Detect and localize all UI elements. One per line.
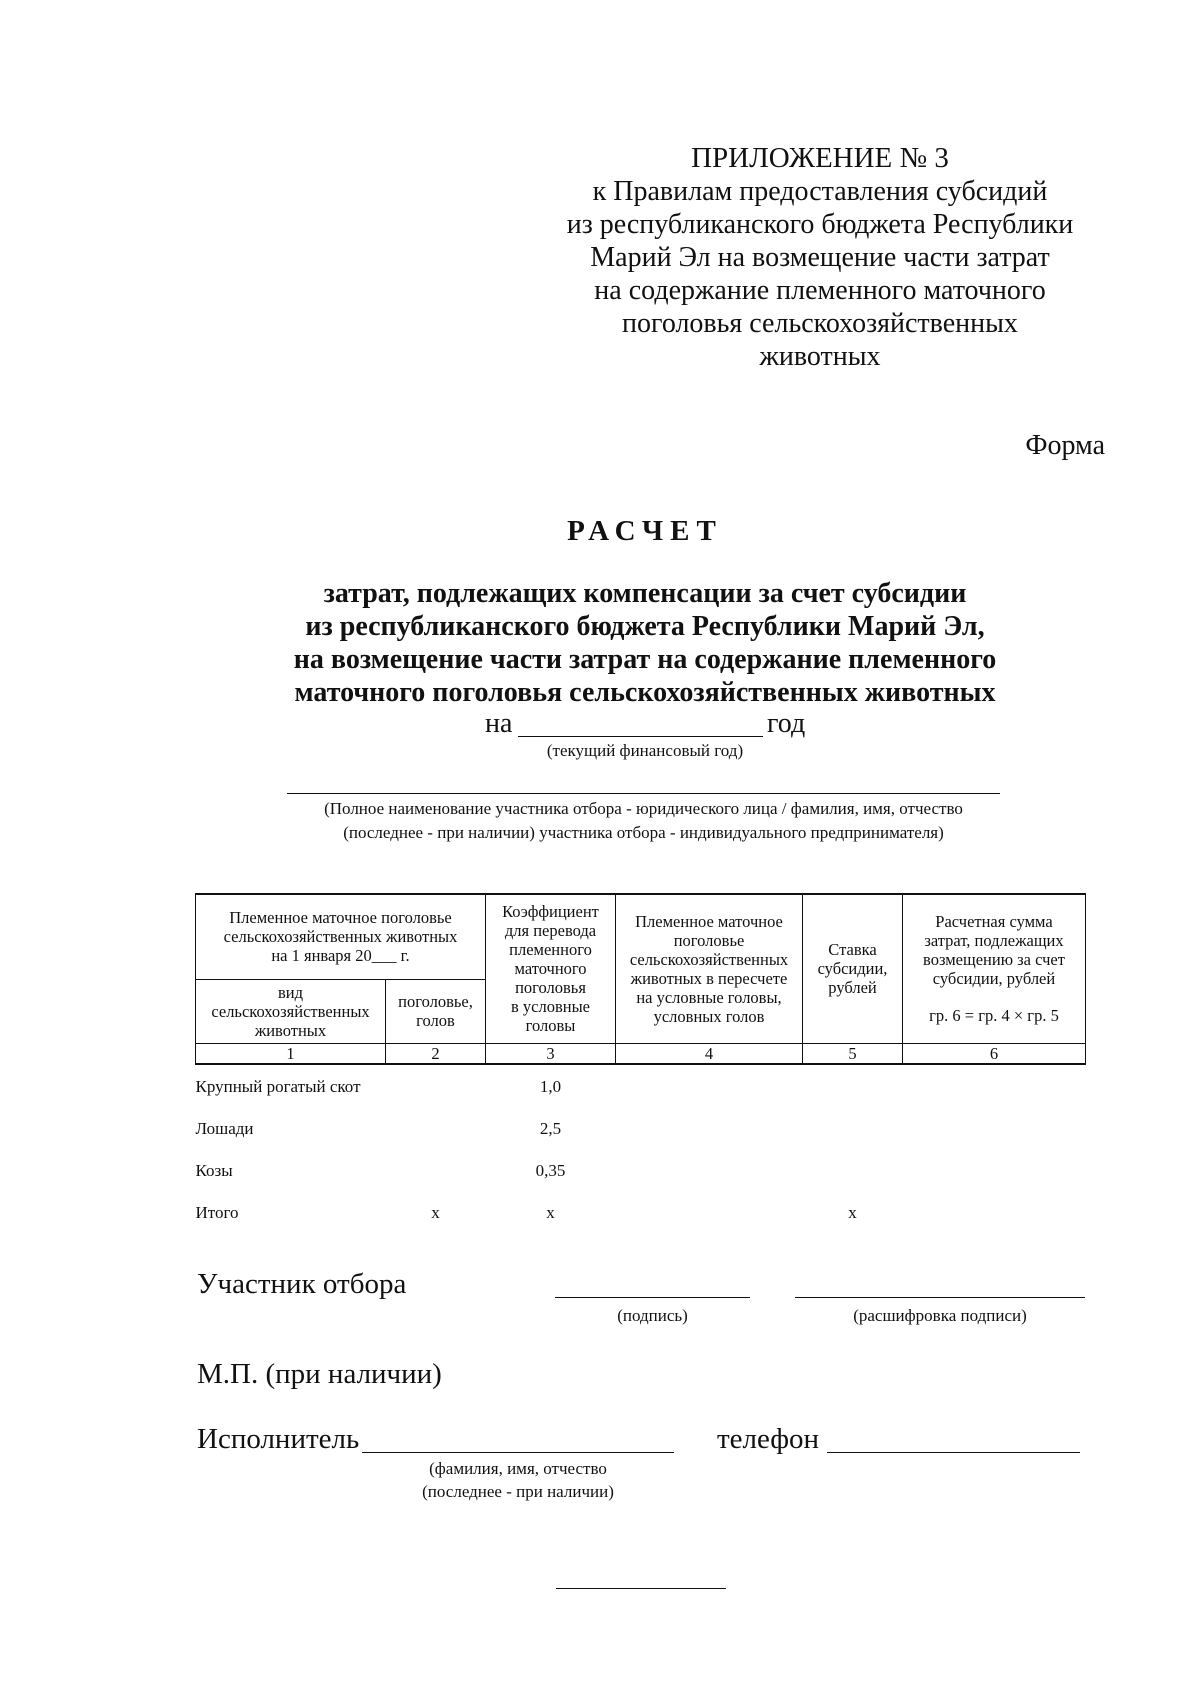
header-text: рублей <box>828 978 877 998</box>
header-text: условных голов <box>653 1006 765 1026</box>
header-text: Расчетная сумма <box>935 912 1053 932</box>
column-number: 1 <box>196 1043 386 1064</box>
year-blank-field[interactable] <box>518 736 763 737</box>
header-text: субсидии, <box>817 959 888 979</box>
header-formula: гр. 6 = гр. 4 × гр. 5 <box>929 1006 1059 1026</box>
header-estimated-amount <box>903 894 1086 1043</box>
header-text: Коэффициент <box>502 902 599 922</box>
footer-divider <box>556 1588 726 1589</box>
participant-label: Участник отбора <box>197 1268 407 1300</box>
appendix-line: Марий Эл на возмещение части затрат <box>590 242 1050 273</box>
header-coefficient <box>486 894 616 1043</box>
table-row-total <box>196 1192 1086 1234</box>
header-subsidy-rate <box>803 894 903 1043</box>
header-text: вид <box>277 982 304 1002</box>
row-subsidy-rate[interactable] <box>803 1108 903 1150</box>
header-text: головы <box>525 1016 576 1036</box>
row-animal-name: Козы <box>195 1161 233 1180</box>
header-text: поголовья <box>515 978 586 998</box>
column-number: 6 <box>903 1043 1086 1064</box>
executor-name-field[interactable] <box>362 1452 674 1453</box>
header-text: животных <box>254 1020 327 1040</box>
column-number: 3 <box>486 1043 616 1064</box>
row-animal-name: Итого <box>195 1203 239 1222</box>
subtitle-line: на возмещение части затрат на содержание племенного <box>293 644 997 675</box>
year-caption: (текущий финансовый год) <box>546 741 744 760</box>
header-text: субсидии, рублей <box>932 969 1056 989</box>
column-number: 5 <box>803 1043 903 1064</box>
header-text: для перевода <box>504 921 597 941</box>
row-estimated-amount[interactable] <box>903 1064 1086 1108</box>
appendix-header <box>540 142 1100 373</box>
header-animal-type <box>196 979 386 1043</box>
signature-caption: (подпись) <box>617 1306 688 1325</box>
table-row <box>196 1108 1086 1150</box>
row-subsidy-rate: x <box>848 1203 857 1222</box>
document-subtitle <box>230 577 1060 709</box>
stamp-label: М.П. (при наличии) <box>197 1358 442 1390</box>
header-text: животных в пересчете <box>630 968 788 988</box>
header-text: в условные <box>510 997 590 1017</box>
row-animal-name: Крупный рогатый скот <box>195 1076 361 1096</box>
row-subsidy-rate[interactable] <box>803 1064 903 1108</box>
header-group-livestock <box>196 894 486 979</box>
header-text: Ставка <box>828 940 877 960</box>
table-row <box>196 1150 1086 1192</box>
header-text: на 1 января 20___ г. <box>271 946 410 966</box>
signature-decoding-caption: (расшифровка подписи) <box>853 1306 1027 1325</box>
executor-caption <box>362 1457 674 1503</box>
row-conditional-heads[interactable] <box>616 1150 803 1192</box>
form-label: Форма <box>1025 430 1105 461</box>
header-text: Племенное маточное поголовье <box>229 908 452 928</box>
appendix-title: ПРИЛОЖЕНИЕ № 3 <box>691 142 949 174</box>
row-head-count: x <box>431 1203 440 1222</box>
participant-name-caption <box>287 797 1000 845</box>
row-head-count[interactable] <box>386 1108 486 1150</box>
signature-decoding-field[interactable] <box>795 1297 1085 1298</box>
header-text: поголовье <box>673 930 745 950</box>
phone-label: телефон <box>717 1423 820 1455</box>
header-text: поголовье, <box>398 992 473 1011</box>
header-text: затрат, подлежащих <box>924 931 1064 951</box>
row-coefficient: 1,0 <box>539 1076 562 1096</box>
header-text: сельскохозяйственных <box>211 1001 370 1021</box>
row-coefficient: 2,5 <box>539 1119 562 1138</box>
row-coefficient: x <box>546 1203 555 1222</box>
caption-line: (последнее - при наличии) <box>422 1482 614 1501</box>
header-text: сельскохозяйственных <box>629 949 789 969</box>
row-conditional-heads[interactable] <box>616 1108 803 1150</box>
year-suffix: год <box>767 708 806 739</box>
header-conditional-heads <box>616 894 803 1043</box>
caption-line: (последнее - при наличии) участника отбора - индивидуального предпринимателя) <box>343 823 944 842</box>
year-prefix: на <box>485 708 513 739</box>
appendix-line: на содержание племенного маточного <box>594 275 1046 306</box>
subtitle-line: маточного поголовья сельскохозяйственных животных <box>294 677 996 708</box>
row-coefficient: 0,35 <box>535 1161 566 1180</box>
header-text: маточного <box>514 959 587 979</box>
appendix-line: поголовья сельскохозяйственных <box>622 308 1018 339</box>
row-subsidy-rate[interactable] <box>803 1150 903 1192</box>
calculation-table <box>195 893 1085 1234</box>
row-estimated-amount[interactable] <box>903 1192 1086 1234</box>
appendix-line: животных <box>759 341 881 372</box>
appendix-line: к Правилам предоставления субсидий <box>592 176 1048 207</box>
table-row <box>196 1064 1086 1108</box>
row-conditional-heads[interactable] <box>616 1064 803 1108</box>
caption-line: (фамилия, имя, отчество <box>429 1459 607 1478</box>
row-estimated-amount[interactable] <box>903 1150 1086 1192</box>
row-conditional-heads[interactable] <box>616 1192 803 1234</box>
row-animal-name: Лошади <box>195 1119 254 1138</box>
row-head-count[interactable] <box>386 1064 486 1108</box>
header-text: сельскохозяйственных животных <box>223 927 458 947</box>
executor-label: Исполнитель <box>197 1423 360 1455</box>
header-text: голов <box>416 1011 455 1030</box>
subtitle-line: затрат, подлежащих компенсации за счет субсидии <box>323 578 967 609</box>
document-title: РАСЧЕТ <box>567 515 723 547</box>
header-text: на условные головы, <box>636 987 782 1007</box>
appendix-line: из республиканского бюджета Республики <box>566 209 1074 240</box>
header-text: возмещению за счет <box>923 950 1065 970</box>
caption-line: (Полное наименование участника отбора - юридического лица / фамилия, имя, отчество <box>324 799 963 818</box>
row-estimated-amount[interactable] <box>903 1108 1086 1150</box>
column-number: 2 <box>386 1043 486 1064</box>
row-head-count[interactable] <box>386 1150 486 1192</box>
header-head-count <box>386 979 486 1043</box>
column-number: 4 <box>616 1043 803 1064</box>
header-text: племенного <box>509 940 592 960</box>
signature-field[interactable] <box>555 1297 750 1298</box>
participant-name-field[interactable] <box>287 793 1000 794</box>
header-text: Племенное маточное <box>635 911 783 931</box>
phone-field[interactable] <box>827 1452 1080 1453</box>
subtitle-line: из республиканского бюджета Республики Марий Эл, <box>305 611 985 642</box>
